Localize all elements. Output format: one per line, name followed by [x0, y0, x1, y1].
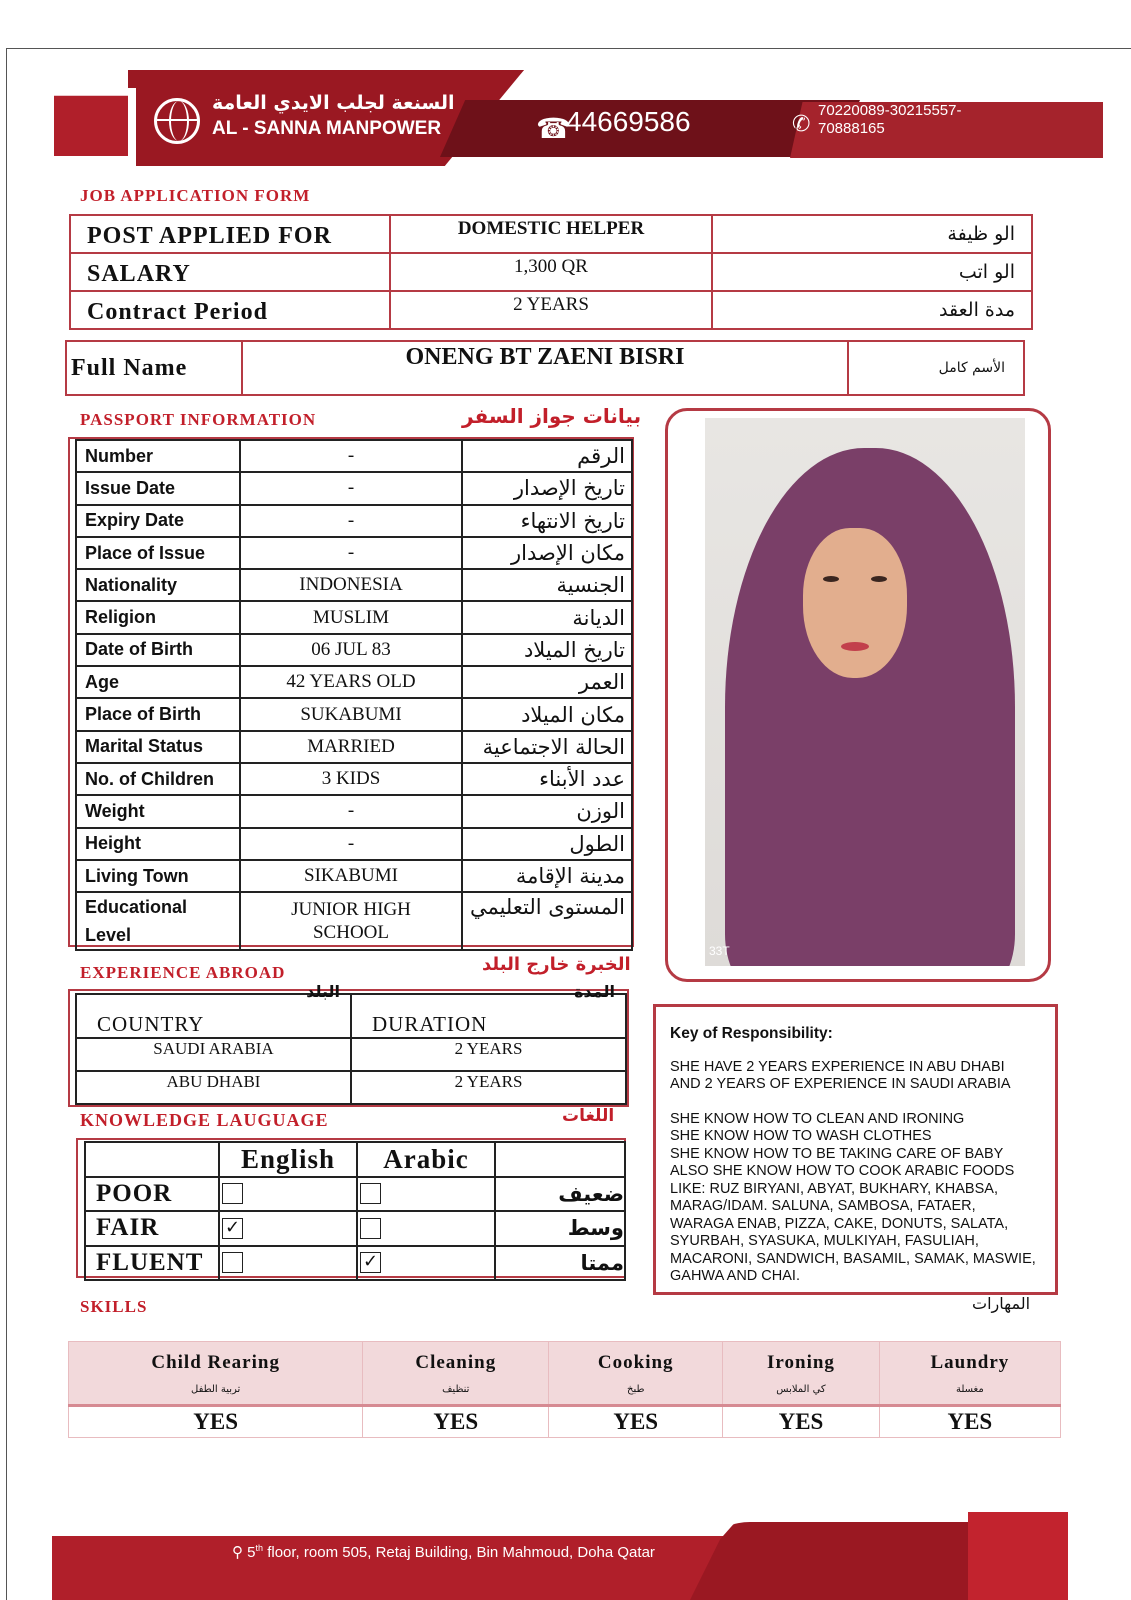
experience-duration: 2 YEARS [351, 1071, 626, 1104]
responsibility-line: SHE HAVE 2 YEARS EXPERIENCE IN ABU DHABI [670, 1058, 1005, 1075]
passport-field-label-arabic: الحالة الاجتماعية [462, 731, 632, 763]
photo-lips [841, 642, 869, 651]
contract-label: Contract Period [70, 291, 390, 329]
english-poor-checkbox[interactable] [222, 1183, 243, 1204]
responsibility-line: WARAGA ENAB, PIZZA, CAKE, DONUTS, SALATA, [670, 1215, 1009, 1232]
passport-field-label: Issue Date [76, 472, 240, 504]
responsibility-line: GAHWA AND CHAI. [670, 1268, 800, 1284]
photo-tag: 33T [709, 944, 730, 958]
skill-value: YES [69, 1406, 363, 1438]
passport-section-title-arabic: بيانات جواز السفر [462, 404, 642, 428]
footer-address [232, 1543, 655, 1561]
passport-field-label: Living Town [76, 860, 240, 892]
post-label-arabic: الو ظيفة [712, 215, 1032, 253]
skills-table [68, 1341, 1061, 1438]
telephone-icon: ☎ [536, 112, 571, 145]
experience-table [75, 982, 627, 1105]
experience-section-title: EXPERIENCE ABROAD [80, 963, 286, 982]
passport-field-value: MUSLIM [240, 601, 462, 633]
passport-field-value: 06 JUL 83 [240, 634, 462, 666]
mobile-number-line-2: 70888165 [818, 120, 885, 137]
passport-field-label-arabic: الرقم [462, 440, 632, 472]
responsibility-line: SHE KNOW HOW TO WASH CLOTHES [670, 1128, 932, 1144]
passport-field-value: 3 KIDS [240, 763, 462, 795]
skill-value: YES [723, 1406, 879, 1438]
passport-field-value: INDONESIA [240, 569, 462, 601]
skill-name: Laundry [930, 1352, 1010, 1373]
skill-name-arabic: تربية الطفل [191, 1384, 241, 1395]
level-label-arabic: ممتا [495, 1246, 625, 1281]
photo-headscarf [725, 448, 1015, 966]
passport-field-label-arabic: الديانة [462, 601, 632, 633]
level-label-arabic: وسط [495, 1211, 625, 1246]
language-section-title-arabic: اللغات [562, 1106, 615, 1126]
english-column-header: English [219, 1142, 357, 1177]
post-value: DOMESTIC HELPER [390, 215, 712, 253]
responsibility-line: ALSO SHE KNOW HOW TO COOK ARABIC FOODS [670, 1163, 1015, 1179]
skill-name-arabic: كي الملابس [776, 1384, 826, 1395]
table-row [76, 1071, 626, 1104]
brand-name: AL - SANNA MANPOWER [212, 118, 442, 139]
skill-name: Cleaning [415, 1352, 497, 1373]
passport-field-label: Height [76, 828, 240, 860]
photo-eye [871, 576, 887, 582]
skill-header-cell [363, 1342, 549, 1406]
passport-field-label-arabic: عدد الأبناء [462, 763, 632, 795]
address-floor-number: 5 [247, 1544, 256, 1561]
table-row [76, 860, 632, 892]
responsibility-list [670, 1111, 1055, 1286]
salary-label: SALARY [70, 253, 390, 291]
applicant-photo [705, 418, 1025, 966]
salary-value: 1,300 QR [390, 253, 712, 291]
skills-section-title-arabic: المهارات [972, 1294, 1031, 1313]
passport-field-label: Marital Status [76, 731, 240, 763]
passport-field-label-arabic: مكان الإصدار [462, 537, 632, 569]
passport-field-label: No. of Children [76, 763, 240, 795]
english-fluent-checkbox[interactable] [222, 1252, 243, 1273]
contract-row [70, 291, 1032, 329]
salary-row [70, 253, 1032, 291]
location-pin-icon: ⚲ [232, 1544, 243, 1561]
passport-table [75, 439, 633, 951]
level-label-arabic: ضعيف [495, 1177, 625, 1212]
passport-field-value-line: JUNIOR HIGH [291, 899, 411, 921]
passport-field-value: - [240, 795, 462, 827]
responsibility-experience [670, 1059, 1055, 1094]
skills-section-title: SKILLS [80, 1297, 148, 1316]
table-row [76, 795, 632, 827]
passport-field-label-line: Educational [85, 897, 188, 918]
passport-field-label-arabic: مدينة الإقامة [462, 860, 632, 892]
english-fair-checkbox[interactable]: ✓ [222, 1218, 243, 1239]
passport-field-label-arabic: الجنسية [462, 569, 632, 601]
passport-field-label: Nationality [76, 569, 240, 601]
full-name-label-arabic: الأسم كامل [848, 341, 1024, 395]
arabic-fair-checkbox[interactable] [360, 1218, 381, 1239]
table-row [76, 569, 632, 601]
contract-label-arabic: مدة العقد [712, 291, 1032, 329]
address-floor-suffix: th [255, 1543, 264, 1553]
experience-section-title-arabic: الخبرة خارج البلد [482, 954, 631, 975]
passport-field-label: Age [76, 666, 240, 698]
table-row [76, 828, 632, 860]
mobile-numbers [818, 102, 998, 138]
passport-field-value: MARRIED [240, 731, 462, 763]
skill-name-arabic: مغسلة [955, 1384, 984, 1395]
header-divider [128, 88, 136, 166]
skill-value: YES [549, 1406, 723, 1438]
form-title: JOB APPLICATION FORM [80, 186, 311, 205]
level-label: FLUENT [85, 1246, 219, 1281]
table-row [76, 634, 632, 666]
photo-eye [823, 576, 839, 582]
full-name-table [65, 340, 1025, 396]
mobile-call-icon: ✆ [792, 112, 811, 137]
skill-header-cell [879, 1342, 1060, 1406]
table-row [76, 892, 632, 950]
full-name-value: ONENG BT ZAENI BISRI [242, 341, 848, 395]
passport-field-label-arabic: الوزن [462, 795, 632, 827]
skills-header-row [69, 1342, 1061, 1406]
responsibility-line: AND 2 YEARS OF EXPERIENCE IN SAUDI ARABIA [670, 1076, 1011, 1092]
table-row [76, 1038, 626, 1071]
table-row [76, 601, 632, 633]
duration-column-header-arabic: المدة [574, 982, 615, 1001]
responsibility-line: SHE KNOW HOW TO BE TAKING CARE OF BABY [670, 1145, 1004, 1162]
responsibility-line: SHE KNOW HOW TO CLEAN AND IRONING [670, 1110, 965, 1127]
passport-field-value: - [240, 440, 462, 472]
skill-name-arabic: طبخ [627, 1384, 645, 1395]
passport-field-label: Date of Birth [76, 634, 240, 666]
experience-country: SAUDI ARABIA [76, 1038, 351, 1071]
post-table [69, 214, 1033, 330]
passport-field-label-arabic: تاريخ الميلاد [462, 634, 632, 666]
table-row [76, 731, 632, 763]
photo-face [803, 528, 907, 678]
passport-field-value: SIKABUMI [240, 860, 462, 892]
table-row [76, 505, 632, 537]
passport-field-value: - [240, 505, 462, 537]
skill-name: Ironing [767, 1352, 835, 1373]
passport-field-label: Expiry Date [76, 505, 240, 537]
arabic-poor-checkbox[interactable] [360, 1183, 381, 1204]
experience-duration: 2 YEARS [351, 1038, 626, 1071]
passport-field-value: SUKABUMI [240, 698, 462, 730]
table-row [76, 666, 632, 698]
table-row [76, 472, 632, 504]
passport-field-label-arabic: مكان الميلاد [462, 698, 632, 730]
passport-field-value: 42 YEARS OLD [240, 666, 462, 698]
post-label: POST APPLIED FOR [70, 215, 390, 253]
experience-header-row [76, 994, 626, 1038]
arabic-column-header: Arabic [357, 1142, 495, 1177]
duration-column-header: DURATION [372, 1012, 488, 1036]
passport-field-label-arabic: المستوى التعليمي [462, 892, 632, 950]
passport-field-value: - [240, 537, 462, 569]
level-label: POOR [85, 1177, 219, 1212]
skill-value: YES [879, 1406, 1060, 1438]
country-column-header-arabic: البلد [306, 982, 340, 1001]
arabic-fluent-checkbox[interactable]: ✓ [360, 1252, 381, 1273]
skill-name-arabic: تنظيف [442, 1384, 470, 1395]
language-row-fair [85, 1211, 625, 1246]
passport-field-label: Number [76, 440, 240, 472]
passport-field-label: Place of Issue [76, 537, 240, 569]
skill-value: YES [363, 1406, 549, 1438]
language-section-title: KNOWLEDGE LAUGUAGE [80, 1110, 329, 1130]
footer-band-accent [968, 1512, 1068, 1600]
table-row [76, 537, 632, 569]
level-label: FAIR [85, 1211, 219, 1246]
passport-section-title: PASSPORT INFORMATION [80, 410, 317, 429]
passport-field-label-arabic: العمر [462, 666, 632, 698]
passport-field-label [76, 892, 240, 950]
responsibility-line: MACARONI, SANDWICH, BASAMIL, SAMAK, MASWIE, [670, 1250, 1036, 1267]
responsibility-box [653, 1004, 1058, 1295]
passport-field-value: - [240, 472, 462, 504]
experience-country: ABU DHABI [76, 1071, 351, 1104]
skill-header-cell [69, 1342, 363, 1406]
passport-field-value [240, 892, 462, 950]
passport-field-label-arabic: تاريخ الانتهاء [462, 505, 632, 537]
language-row-poor [85, 1177, 625, 1212]
post-row [70, 215, 1032, 253]
language-table [84, 1141, 626, 1281]
brand-name-arabic: السنعة لجلب الايدي العامة [212, 92, 455, 114]
responsibility-line: SYURBAH, SYASUKA, MULKIYAH, FASULIAH, [670, 1233, 979, 1249]
passport-field-label-arabic: الطول [462, 828, 632, 860]
responsibility-heading: Key of Responsibility: [670, 1025, 833, 1042]
country-column-header: COUNTRY [97, 1012, 205, 1036]
passport-field-label-arabic: تاريخ الإصدار [462, 472, 632, 504]
phone-number: 44669586 [566, 106, 691, 137]
language-row-fluent [85, 1246, 625, 1281]
full-name-label: Full Name [66, 341, 242, 395]
skill-header-cell [549, 1342, 723, 1406]
globe-logo-icon [154, 98, 200, 144]
table-row [76, 698, 632, 730]
passport-field-value-line: SCHOOL [312, 922, 389, 944]
responsibility-line: MARAG/IDAM. SALUNA, SAMBOSA, FATAER, [670, 1198, 976, 1214]
table-row [76, 763, 632, 795]
address-text: floor, room 505, Retaj Building, Bin Mahmoud, Doha Qatar [263, 1544, 655, 1561]
contract-value: 2 YEARS [390, 291, 712, 329]
passport-field-label: Religion [76, 601, 240, 633]
skill-name: Cooking [597, 1352, 674, 1373]
responsibility-line: LIKE: RUZ BIRYANI, ABYAT, BUKHARY, KHABSA, [670, 1180, 998, 1197]
passport-field-value: - [240, 828, 462, 860]
salary-label-arabic: الو اتب [712, 253, 1032, 291]
passport-field-label: Place of Birth [76, 698, 240, 730]
skills-value-row [69, 1406, 1061, 1438]
mobile-number-line-1: 70220089-30215557- [818, 102, 962, 119]
passport-field-label-line: Level [85, 925, 132, 946]
skill-header-cell [723, 1342, 879, 1406]
table-row [76, 440, 632, 472]
passport-field-label: Weight [76, 795, 240, 827]
language-header-row [85, 1142, 625, 1177]
skill-name: Child Rearing [151, 1352, 280, 1373]
